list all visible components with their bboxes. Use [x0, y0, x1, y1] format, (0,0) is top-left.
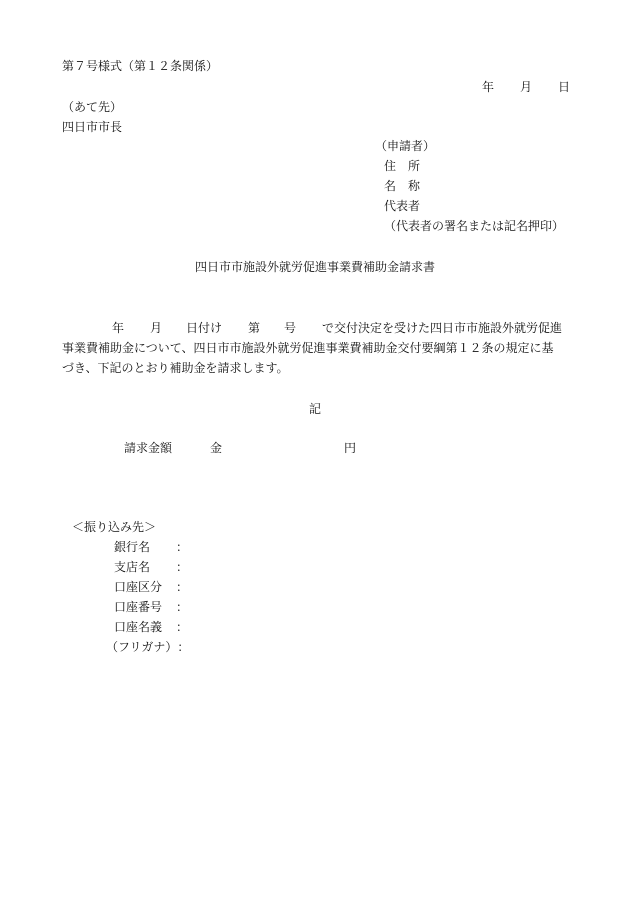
document-title: 四日市市施設外就労促進事業費補助金請求書: [194, 260, 435, 274]
applicant-signature-note: （代表者の署名または記名押印）: [384, 219, 565, 233]
date-day: 日: [558, 80, 571, 94]
body-line-1: [62, 320, 562, 336]
ki-heading: 記: [308, 402, 321, 416]
bank-name-label: 銀行名: [114, 540, 151, 554]
account-number-label: 口座番号: [114, 600, 163, 614]
furigana-row: [106, 639, 189, 655]
body-month: 月: [150, 321, 163, 335]
account-holder-label: 口座名義: [114, 620, 163, 634]
addressee-label: （あて先）: [62, 100, 123, 114]
amount-label: 請求金額: [124, 441, 173, 455]
furigana-colon: ：: [177, 640, 190, 654]
addressee: 四日市市長: [62, 120, 123, 134]
amount-prefix: 金: [210, 441, 223, 455]
account-type-row: [114, 579, 188, 595]
body-line1-rest: で交付決定を受けた四日市市施設外就労促進: [322, 321, 563, 335]
account-type-colon: ：: [176, 580, 189, 594]
body-line-2: 事業費補助金について、四日市市施設外就労促進事業費補助金交付要綱第１２条の規定に基: [62, 341, 554, 355]
applicant-name-label: 名 称: [384, 179, 421, 193]
amount-unit: 円: [344, 441, 357, 455]
body-line-3: づき、下記のとおり補助金を請求します。: [62, 361, 289, 375]
furigana-label: （フリガナ）: [106, 640, 178, 654]
body-number-prefix: 第: [248, 321, 261, 335]
applicant-representative-label: 代表者: [384, 199, 421, 213]
date-line: [482, 79, 570, 95]
branch-name-colon: ：: [176, 560, 189, 574]
body-date-suffix: 日付け: [186, 321, 223, 335]
bank-name-colon: ：: [176, 540, 189, 554]
bank-name-row: [114, 539, 188, 555]
form-number: 第７号様式（第１２条関係）: [62, 59, 219, 73]
account-number-row: [114, 599, 188, 615]
date-month: 月: [520, 80, 533, 94]
body-number-suffix: 号: [284, 321, 297, 335]
account-type-label: 口座区分: [114, 580, 163, 594]
account-holder-colon: ：: [176, 620, 189, 634]
applicant-label: （申請者）: [375, 139, 436, 153]
branch-name-label: 支店名: [114, 560, 151, 574]
applicant-address-label: 住 所: [384, 159, 421, 173]
branch-name-row: [114, 559, 188, 575]
amount-row: [124, 440, 356, 456]
date-year: 年: [482, 80, 495, 94]
account-number-colon: ：: [176, 600, 189, 614]
account-holder-row: [114, 619, 188, 635]
bank-heading: ＜振り込み先＞: [72, 520, 157, 534]
body-year: 年: [112, 321, 125, 335]
